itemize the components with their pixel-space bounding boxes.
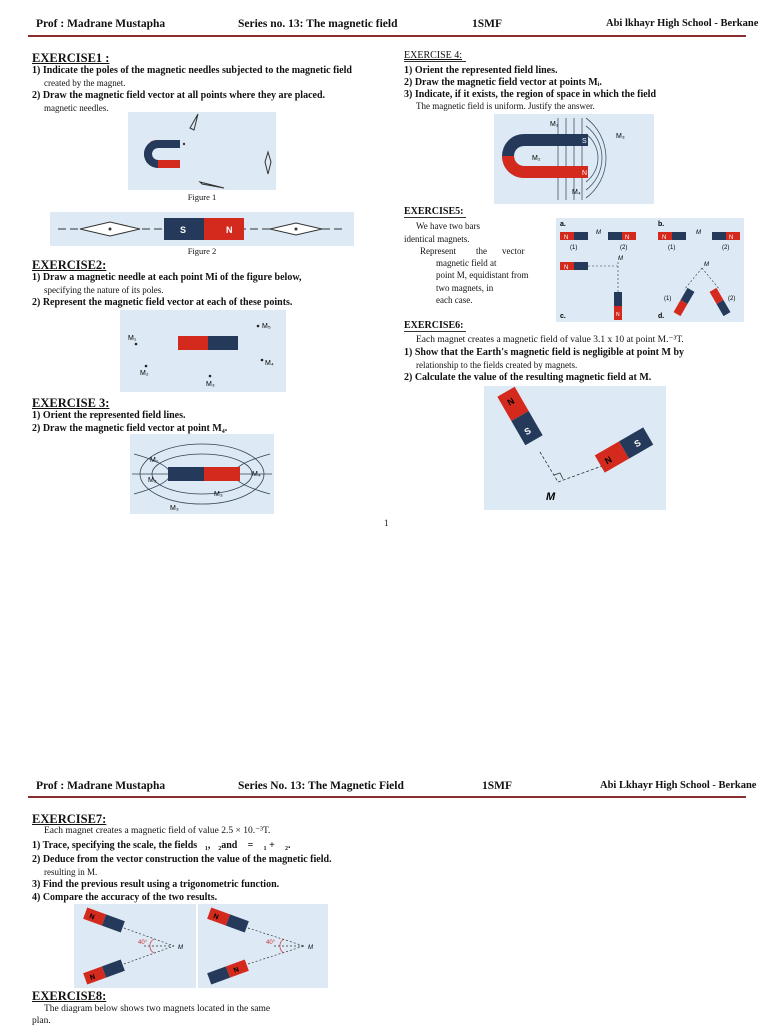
field-lines-bar-magnet-diagram xyxy=(130,434,274,514)
two-magnets-angle-right-diagram xyxy=(198,904,328,988)
ex5-d-m: M xyxy=(704,262,709,268)
figure-ex3 xyxy=(130,434,274,514)
ex4-m1: M₁ xyxy=(550,121,559,128)
ex3-m3: M₃ xyxy=(214,491,223,498)
header2-level: 1SMF xyxy=(482,780,513,792)
ex7-q4: 4) Compare the accuracy of the two results. xyxy=(32,892,218,903)
horseshoe-field-lines-diagram xyxy=(494,114,654,204)
ex5-l3a: Represent xyxy=(420,246,456,256)
ex7-title: EXERCISE7: xyxy=(32,812,107,826)
ex3-title: EXERCISE 3: xyxy=(32,396,110,410)
ex7-intro: Each magnet creates a magnetic field of value 2.5 × 10.⁻³T. xyxy=(44,826,271,836)
ex6-q1: 1) Show that the Earth's magnetic field is negligible at point M by xyxy=(404,347,685,358)
ex3-m2: M₂ xyxy=(148,477,157,484)
ex2-q1-note: specifying the nature of its poles. xyxy=(44,285,164,295)
ex7l-m2-n: N xyxy=(89,973,97,982)
ex7-q3: 3) Find the previous result using a trigonometric function. xyxy=(32,879,280,890)
ex4-n-label: N xyxy=(582,170,588,177)
horseshoe-magnet-needles-diagram xyxy=(128,112,276,190)
ex5-b2-n: N xyxy=(729,235,734,241)
ex6-q1-note: relationship to the fields created by magnets. xyxy=(416,360,578,370)
header-author: Prof : Madrane Mustapha xyxy=(36,18,166,30)
two-bar-magnets-cases-diagram xyxy=(556,218,744,322)
ex7l-m: M xyxy=(178,945,183,951)
ex5-a-m: M xyxy=(596,230,601,236)
ex6-m2-n: N xyxy=(602,454,614,467)
page-number: 1 xyxy=(384,518,389,528)
ex2-m1: M₁ xyxy=(128,335,137,342)
ex5-b-p1: (1) xyxy=(668,245,676,251)
ex2-q1: 1) Draw a magnetic needle at each point Mi of the figure below, xyxy=(32,272,302,283)
ex1-q1-note: created by the magnet. xyxy=(44,78,126,88)
ex4-m3: M₃ xyxy=(616,133,625,140)
ex2-m5: M₅ xyxy=(262,323,271,330)
fig2-north-label: N xyxy=(226,225,233,235)
ex5-underline xyxy=(404,217,466,218)
ex4-q1: 1) Orient the represented field lines. xyxy=(404,65,558,76)
ex5-case-d: d. xyxy=(658,313,665,320)
ex5-l7: each case. xyxy=(436,295,473,305)
ex5-a-p1: (1) xyxy=(570,245,578,251)
ex5-l3c: vector xyxy=(502,246,525,256)
page2-header xyxy=(0,780,768,802)
ex8-title: EXERCISE8: xyxy=(32,989,107,1003)
ex6-m-label: M xyxy=(546,491,556,503)
fig2-south-label: S xyxy=(180,225,187,235)
ex5-b-p2: (2) xyxy=(722,245,730,251)
figure-ex2 xyxy=(120,310,286,392)
ex5-c1-n: N xyxy=(564,265,569,271)
ex7l-m1-n: N xyxy=(88,912,96,922)
ex6-underline xyxy=(404,331,466,332)
bar-magnet-needles-diagram xyxy=(50,212,354,246)
ex7r-angle: 40° xyxy=(266,940,276,946)
ex8-intro: The diagram below shows two magnets located in the same xyxy=(44,1004,271,1014)
ex2-title: EXERCISE2: xyxy=(32,258,107,272)
ex2-m4: M₄ xyxy=(265,360,274,367)
two-magnets-angle-left-diagram xyxy=(74,904,196,988)
ex5-case-a: a. xyxy=(560,221,566,228)
ex5-l1: We have two bars xyxy=(416,221,481,231)
figure-ex4 xyxy=(494,114,654,204)
ex3-m4: M₄ xyxy=(252,471,261,478)
ex4-m2: M₂ xyxy=(532,155,541,162)
figure-1-caption: Figure 1 xyxy=(187,192,217,202)
ex7-q1: 1) Trace, specifying the scale, the fields⃗₁,⃗₂and⃗ = ⃗₁ + ⃗₂. xyxy=(32,840,291,851)
ex4-q3-note: The magnetic field is uniform. Justify the answer. xyxy=(416,101,595,111)
ex5-b1-n: N xyxy=(662,235,667,241)
header-school: Abi lkhayr High School - Berkane xyxy=(606,18,759,29)
bar-magnet-points-diagram xyxy=(120,310,286,392)
ex7-q2-note: resulting in M. xyxy=(44,867,98,877)
two-magnets-right-angle-diagram xyxy=(484,386,666,510)
ex5-a1-n: N xyxy=(564,235,569,241)
ex5-c2-n: N xyxy=(616,312,620,318)
ex3-q1: 1) Orient the represented field lines. xyxy=(32,410,186,421)
header2-school: Abi Lkhayr High School - Berkane xyxy=(600,780,757,791)
ex7r-m: M xyxy=(308,945,313,951)
ex4-s-label: S xyxy=(582,138,587,145)
ex6-intro: Each magnet creates a magnetic field of value 3.1 x 10 at point M.⁻³T. xyxy=(416,335,684,345)
figure-ex7-left xyxy=(74,904,196,988)
ex5-a2-n: N xyxy=(625,235,630,241)
figure-2-caption: Figure 2 xyxy=(187,246,217,256)
ex5-c-m: M xyxy=(618,256,623,262)
ex5-l4: magnetic field at xyxy=(436,258,497,268)
ex5-a-p2: (2) xyxy=(620,245,628,251)
header-rule xyxy=(28,35,746,37)
ex1-q1: 1) Indicate the poles of the magnetic needles subjected to the magnetic field xyxy=(32,65,352,76)
figure-1 xyxy=(128,112,276,190)
header-series: Series no. 13: The magnetic field xyxy=(238,18,398,30)
ex5-title: EXERCISE5: xyxy=(404,206,464,217)
ex6-q2: 2) Calculate the value of the resulting magnetic field at M. xyxy=(404,372,652,383)
ex5-d-p2: (2) xyxy=(728,296,736,302)
ex1-q2: 2) Draw the magnetic field vector at all points where they are placed. xyxy=(32,90,326,101)
ex5-l3b: the xyxy=(476,246,487,256)
ex5-l6: two magnets, in xyxy=(436,283,494,293)
ex2-m2: M₂ xyxy=(140,370,149,377)
ex7r-m1-n: N xyxy=(212,912,220,922)
ex5-l5: point M, equidistant from xyxy=(436,270,529,280)
ex5-l2: identical magnets. xyxy=(404,234,470,244)
ex1-title: EXERCISE1 : xyxy=(32,51,110,65)
ex4-underline xyxy=(404,61,466,62)
ex3-q2: 2) Draw the magnetic field vector at point M₄. xyxy=(32,423,228,434)
ex4-m4: M₄ xyxy=(572,189,581,196)
ex6-m1-s: S xyxy=(522,425,533,438)
ex8-intro2: plan. xyxy=(32,1016,51,1026)
figure-2 xyxy=(50,212,354,246)
ex5-case-c: c. xyxy=(560,313,566,320)
ex6-m2-s: S xyxy=(632,437,643,450)
header-level: 1SMF xyxy=(472,18,503,30)
ex3-m5: M₃ xyxy=(170,505,179,512)
ex2-m3: M₃ xyxy=(206,381,215,388)
ex5-d-p1: (1) xyxy=(664,296,672,302)
figure-ex7-right xyxy=(198,904,328,988)
ex6-title: EXERCISE6: xyxy=(404,320,464,331)
header2-author: Prof : Madrane Mustapha xyxy=(36,780,166,792)
ex5-case-b: b. xyxy=(658,221,665,228)
ex7l-angle: 40° xyxy=(138,940,148,946)
figure-ex6 xyxy=(484,386,666,510)
ex7r-m2-n: N xyxy=(232,966,241,975)
ex4-q2: 2) Draw the magnetic field vector at points Mᵢ. xyxy=(404,77,602,88)
header2-rule xyxy=(28,796,746,798)
ex3-m1: M₁ xyxy=(150,457,159,464)
ex4-q3: 3) Indicate, if it exists, the region of space in which the field xyxy=(404,89,657,100)
ex2-q2: 2) Represent the magnetic field vector at each of these points. xyxy=(32,297,293,308)
ex4-title: EXERCISE 4: xyxy=(404,50,463,61)
ex6-m1-n: N xyxy=(505,395,517,408)
header2-series: Series No. 13: The Magnetic Field xyxy=(238,780,404,792)
figure-ex5 xyxy=(556,218,744,322)
ex7-q2: 2) Deduce from the vector construction the value of the magnetic field. xyxy=(32,854,332,865)
ex1-q2-note: magnetic needles. xyxy=(44,103,109,113)
ex5-b-m: M xyxy=(696,230,701,236)
